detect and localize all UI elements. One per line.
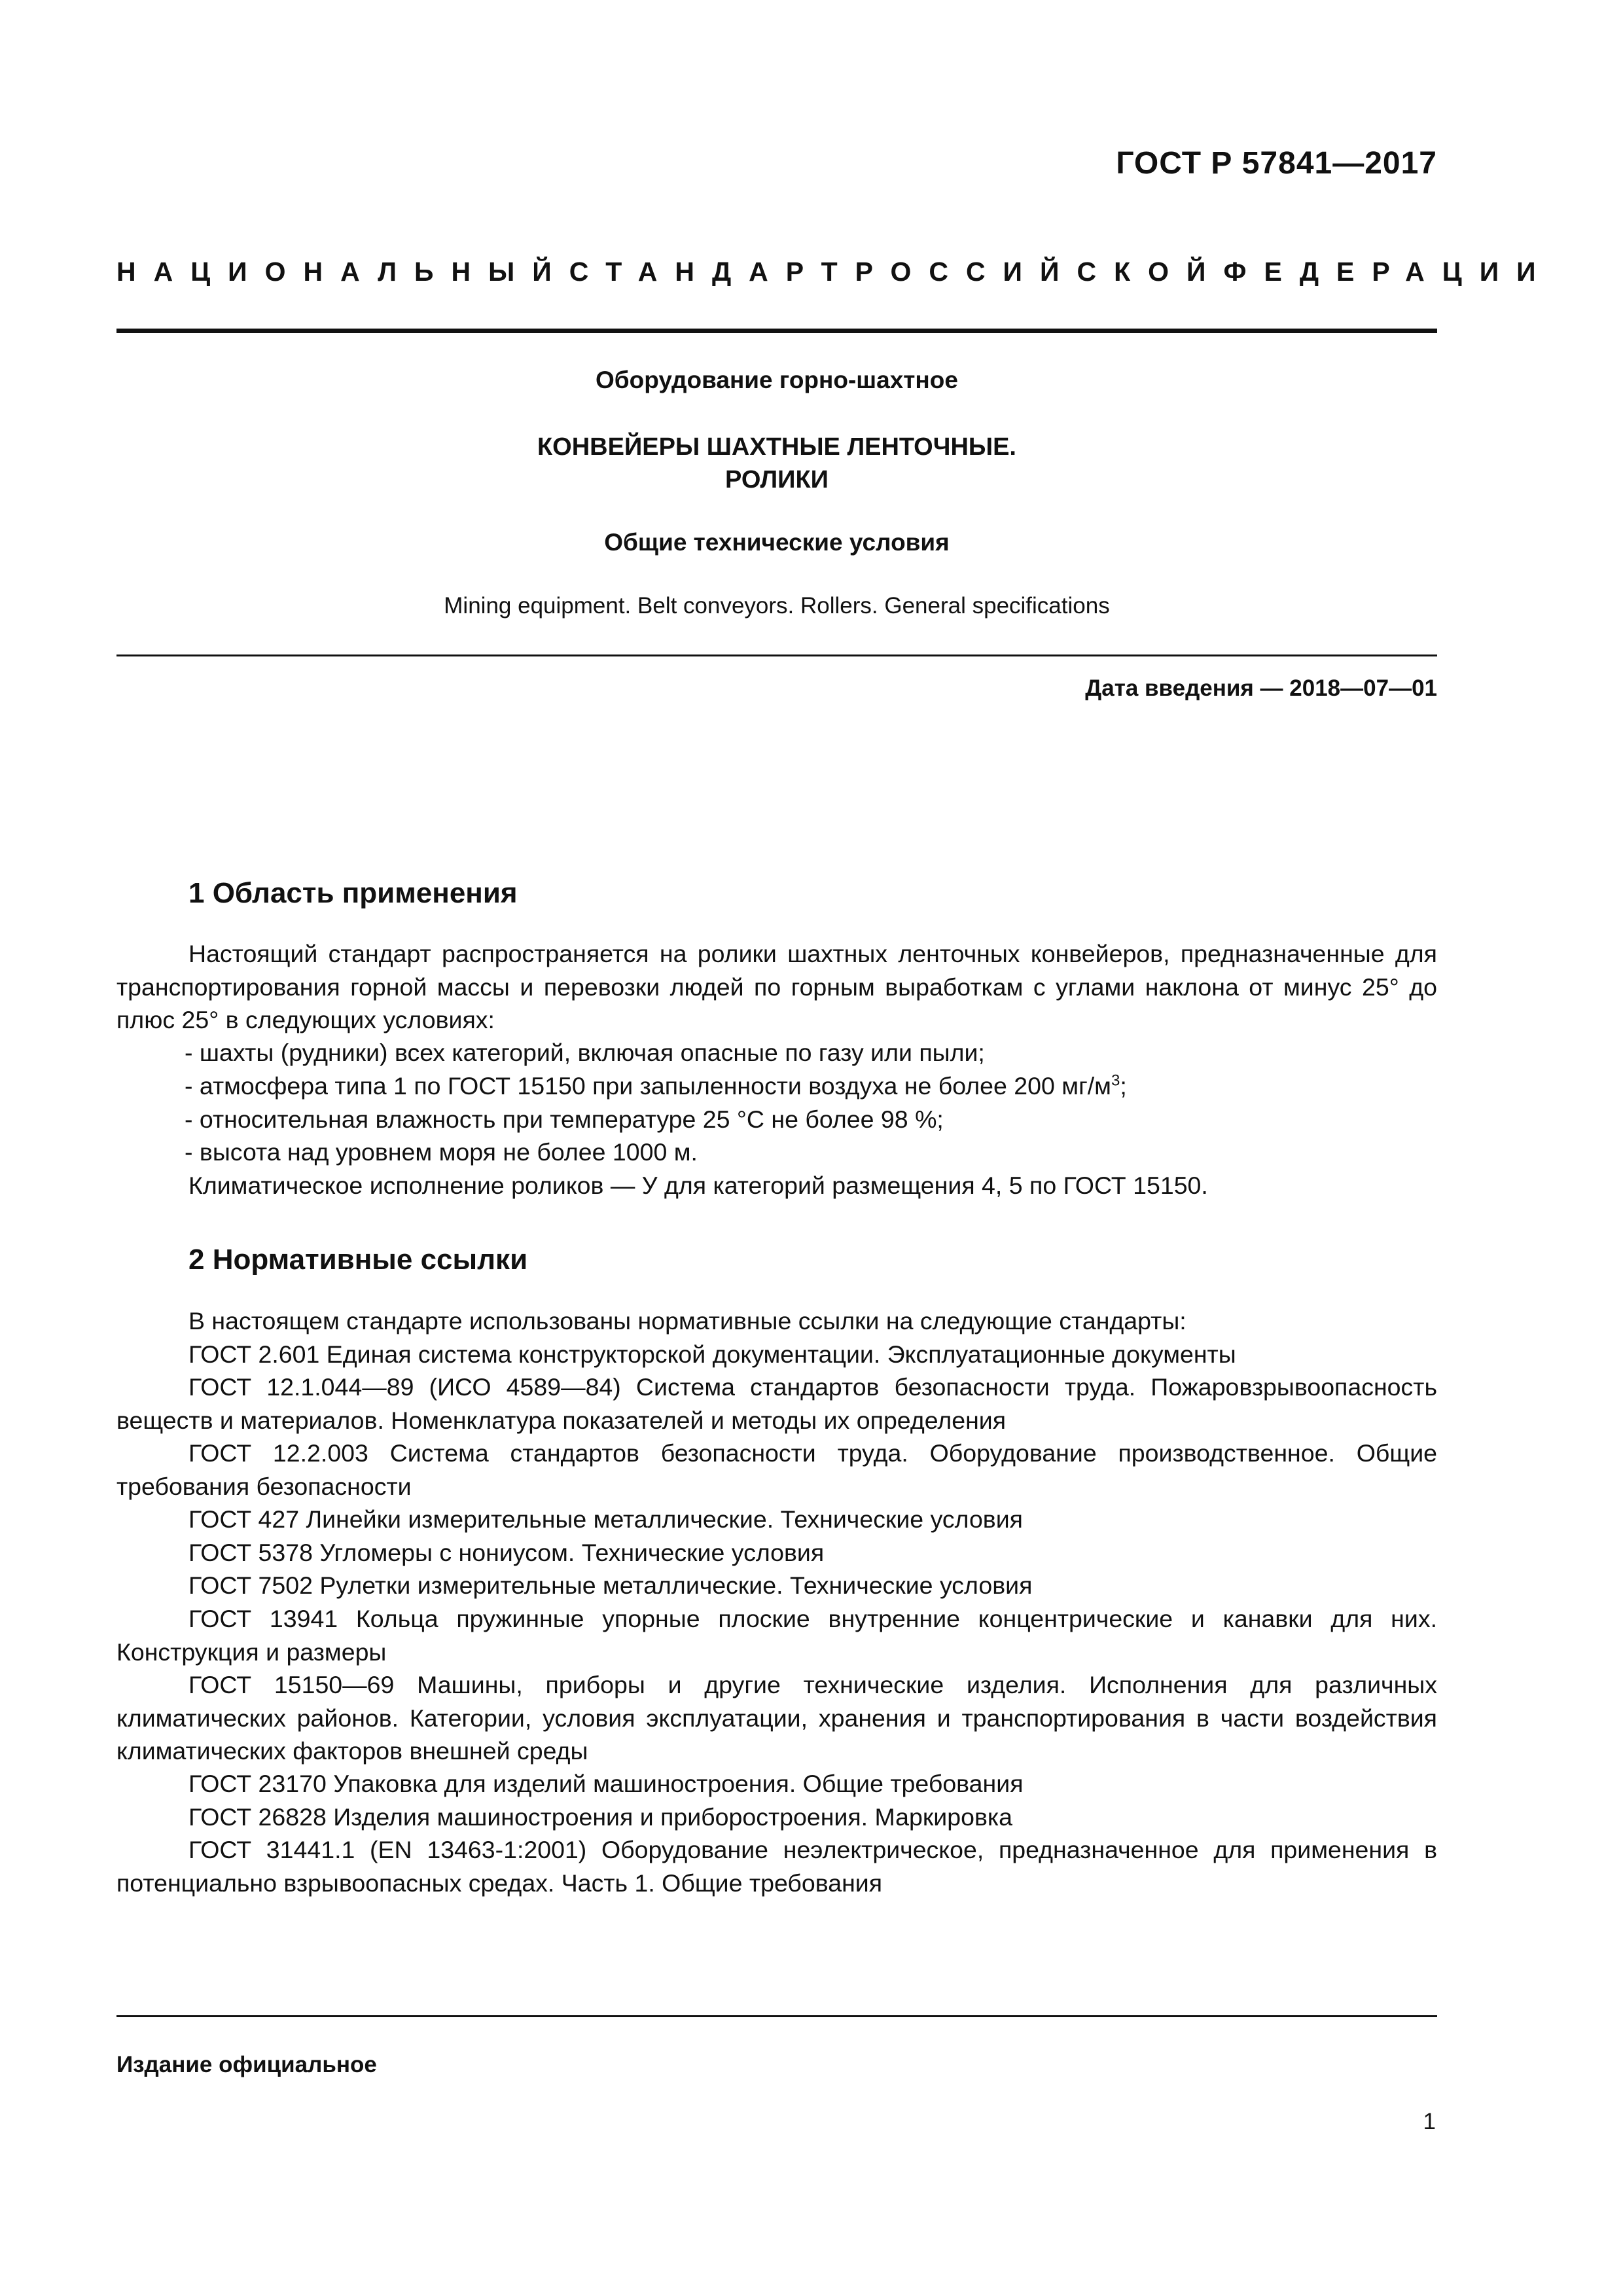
national-title-word: СТАНДАРТ xyxy=(569,257,855,287)
reference-item: ГОСТ 2.601 Единая система конструкторской документации. Эксплуатационные документы xyxy=(188,1340,1236,1368)
subject-title: Оборудование горно-шахтное xyxy=(596,367,958,393)
main-title-line: КОНВЕЙЕРЫ ШАХТНЫЕ ЛЕНТОЧНЫЕ. xyxy=(537,433,1016,461)
superscript: 3 xyxy=(1111,1071,1120,1090)
reference-item: ГОСТ 15150—69 Машины, приборы и другие технические изделия. Исполнения для различных климатических районов. Категории, условия эксплуатации, хранения и транспортирования в части воздействия климатических факторов внешней среды xyxy=(116,1671,1437,1765)
page-number: 1 xyxy=(1423,2109,1436,2134)
spec-title: Общие технические условия xyxy=(604,529,950,556)
national-title-word: РОССИЙСКОЙ xyxy=(855,257,1224,287)
main-title-line: РОЛИКИ xyxy=(725,466,829,493)
reference-item: ГОСТ 5378 Угломеры с нониусом. Технические условия xyxy=(188,1539,825,1566)
climate-paragraph: Климатическое исполнение роликов — У для категорий размещения 4, 5 по ГОСТ 15150. xyxy=(188,1172,1208,1199)
edition-label: Издание официальное xyxy=(116,2052,377,2077)
reference-item: ГОСТ 427 Линейки измерительные металлические. Технические условия xyxy=(188,1505,1023,1533)
main-title xyxy=(116,431,1437,496)
list-item: - высота над уровнем моря не более 1000 м. xyxy=(185,1138,698,1166)
references-intro: В настоящем стандарте использованы нормативные ссылки на следующие стандарты: xyxy=(188,1307,1186,1335)
national-title-word: НАЦИОНАЛЬНЫЙ xyxy=(116,257,569,287)
document-number: ГОСТ Р 57841—2017 xyxy=(1116,146,1437,181)
list-item: - относительная влажность при температуре 25 °С не более 98 %; xyxy=(185,1105,944,1133)
reference-item: ГОСТ 7502 Рулетки измерительные металлические. Технические условия xyxy=(188,1571,1033,1599)
title-divider xyxy=(116,655,1437,656)
introduction-date: Дата введения — 2018—07—01 xyxy=(1085,675,1437,701)
reference-item: ГОСТ 12.2.003 Система стандартов безопасности труда. Оборудование производственное. Общие требования безопасности xyxy=(116,1439,1437,1500)
list-item: - шахты (рудники) всех категорий, включая опасные по газу или пыли; xyxy=(185,1039,985,1066)
list-item xyxy=(185,1069,1505,1103)
list-item-text: - атмосфера типа 1 по ГОСТ 15150 при запыленности воздуха не более 200 мг/м xyxy=(185,1072,1111,1100)
reference-item: ГОСТ 26828 Изделия машиностроения и приборостроения. Маркировка xyxy=(188,1803,1012,1831)
list-item-tail: ; xyxy=(1120,1072,1127,1100)
national-title-word: ФЕДЕРАЦИИ xyxy=(1223,257,1554,287)
reference-item: ГОСТ 23170 Упаковка для изделий машиностроения. Общие требования xyxy=(188,1770,1024,1797)
section-1-heading: 1 Область применения xyxy=(188,877,518,909)
reference-item: ГОСТ 12.1.044—89 (ИСО 4589—84) Система стандартов безопасности труда. Пожаровзрывоопасность веществ и материалов. Номенклатура показателей и методы их определения xyxy=(116,1373,1437,1434)
reference-item: ГОСТ 31441.1 (EN 13463-1:2001) Оборудование неэлектрическое, предназначенное для применения в потенциально взрывоопасных средах. Часть 1. Общие требования xyxy=(116,1836,1437,1897)
footer-divider xyxy=(116,2015,1437,2017)
section-1-paragraph: Настоящий стандарт распространяется на ролики шахтных ленточных конвейеров, предназначенные для транспортирования горной массы и перевозки людей по горным выработкам с углами наклона от минус 25° до плюс 25° в следующих условиях: xyxy=(116,940,1437,1033)
header-divider xyxy=(116,329,1437,333)
national-standard-title xyxy=(116,257,1554,287)
english-title: Mining equipment. Belt conveyors. Rollers. General specifications xyxy=(444,593,1110,619)
section-2-heading: 2 Нормативные ссылки xyxy=(188,1244,528,1276)
reference-item: ГОСТ 13941 Кольца пружинные упорные плоские внутренние концентрические и канавки для них. Конструкция и размеры xyxy=(116,1605,1437,1666)
